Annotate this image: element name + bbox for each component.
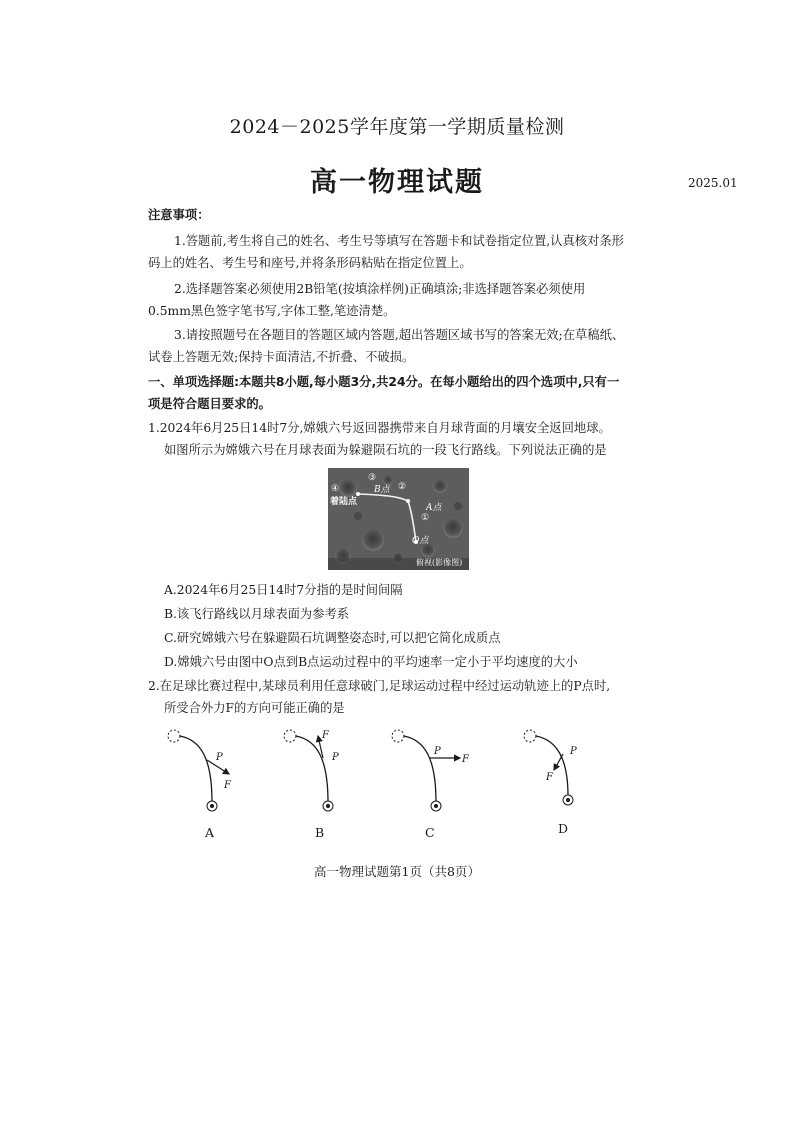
q1-line1: 1.2024年6月25日14时7分,嫦娥六号返回器携带来自月球背面的月壤安全返回地球。	[148, 421, 611, 435]
fig-landing-label: 着陆点	[330, 497, 358, 507]
exam-date: 2025.01	[688, 176, 738, 190]
diagram-d-f: F	[546, 772, 553, 783]
fig-num4: ④	[331, 484, 340, 494]
notice-item1-line2: 码上的姓名、考生号和座号,并将条形码粘贴在指定位置上。	[148, 256, 472, 270]
q1-option-a: A.2024年6月25日14时7分指的是时间间隔	[164, 583, 403, 597]
fig-num2: ②	[398, 482, 407, 492]
diagram-b-p: P	[332, 752, 339, 763]
q2-option-d-label: D	[558, 821, 569, 836]
notice-item3-line1: 3.请按照题号在各题目的答题区域内答题,超出答题区域书写的答案无效;在草稿纸、	[174, 328, 625, 342]
notice-item1-line1: 1.答题前,考生将自己的姓名、考生号等填写在答题卡和试卷指定位置,认真核对条形	[174, 234, 624, 248]
page-title: 高一物理试题	[310, 167, 484, 198]
exam-header: 2024－2025学年度第一学期质量检测	[229, 116, 565, 138]
diagram-b	[284, 730, 333, 811]
q2-diagrams	[150, 722, 610, 822]
diagram-a-f: F	[224, 780, 231, 791]
section1-line2: 项是符合题目要求的。	[148, 397, 271, 411]
fig-num3: ③	[368, 473, 377, 483]
section1-line1: 一、单项选择题:本题共8小题,每小题3分,共24分。在每小题给出的四个选项中,只有一	[148, 375, 620, 389]
q1-option-d: D.嫦娥六号由图中O点到B点运动过程中的平均速率一定小于平均速度的大小	[164, 655, 578, 669]
q2-option-c-label: C	[425, 825, 435, 840]
diagram-c	[392, 730, 460, 811]
notice-item2-line2: 0.5mm黑色签字笔书写,字体工整,笔迹清楚。	[148, 304, 396, 318]
q2-option-b-label: B	[315, 825, 325, 840]
fig-num1: ①	[421, 513, 430, 523]
diagram-d-p: P	[570, 746, 577, 757]
diagram-a	[168, 730, 229, 811]
fig-a-label: A点	[426, 503, 442, 513]
notice-item2-line1: 2.选择题答案必须使用2B铅笔(按填涂样例)正确填涂;非选择题答案必须使用	[174, 282, 586, 296]
fig-b-label: B点	[374, 485, 390, 495]
diagram-b-f: F	[322, 730, 329, 741]
diagram-c-f: F	[462, 754, 469, 765]
page-footer: 高一物理试题第1页（共8页）	[314, 864, 480, 879]
fig-caption: 俯视(影像图)	[416, 558, 463, 567]
q1-option-c: C.研究嫦娥六号在躲避陨石坑调整姿态时,可以把它简化成质点	[164, 631, 501, 645]
notice-item3-line2: 试卷上答题无效;保持卡面清洁,不折叠、不破损。	[148, 350, 415, 364]
diagram-c-p: P	[434, 746, 441, 757]
q2-line1: 2.在足球比赛过程中,某球员利用任意球破门,足球运动过程中经过运动轨迹上的P点时,	[148, 679, 611, 693]
q2-line2: 所受合外力F的方向可能正确的是	[164, 701, 345, 715]
notice-heading: 注意事项：	[148, 208, 210, 222]
moon-surface-image	[328, 468, 469, 570]
q2-option-a-label: A	[205, 825, 215, 840]
diagram-a-p: P	[216, 752, 223, 763]
diagram-d	[524, 730, 573, 805]
fig-o-label: O点	[412, 536, 429, 546]
q1-line2: 如图所示为嫦娥六号在月球表面为躲避陨石坑的一段飞行路线。下列说法正确的是	[164, 443, 607, 457]
q1-option-b: B.该飞行路线以月球表面为参考系	[164, 607, 350, 621]
